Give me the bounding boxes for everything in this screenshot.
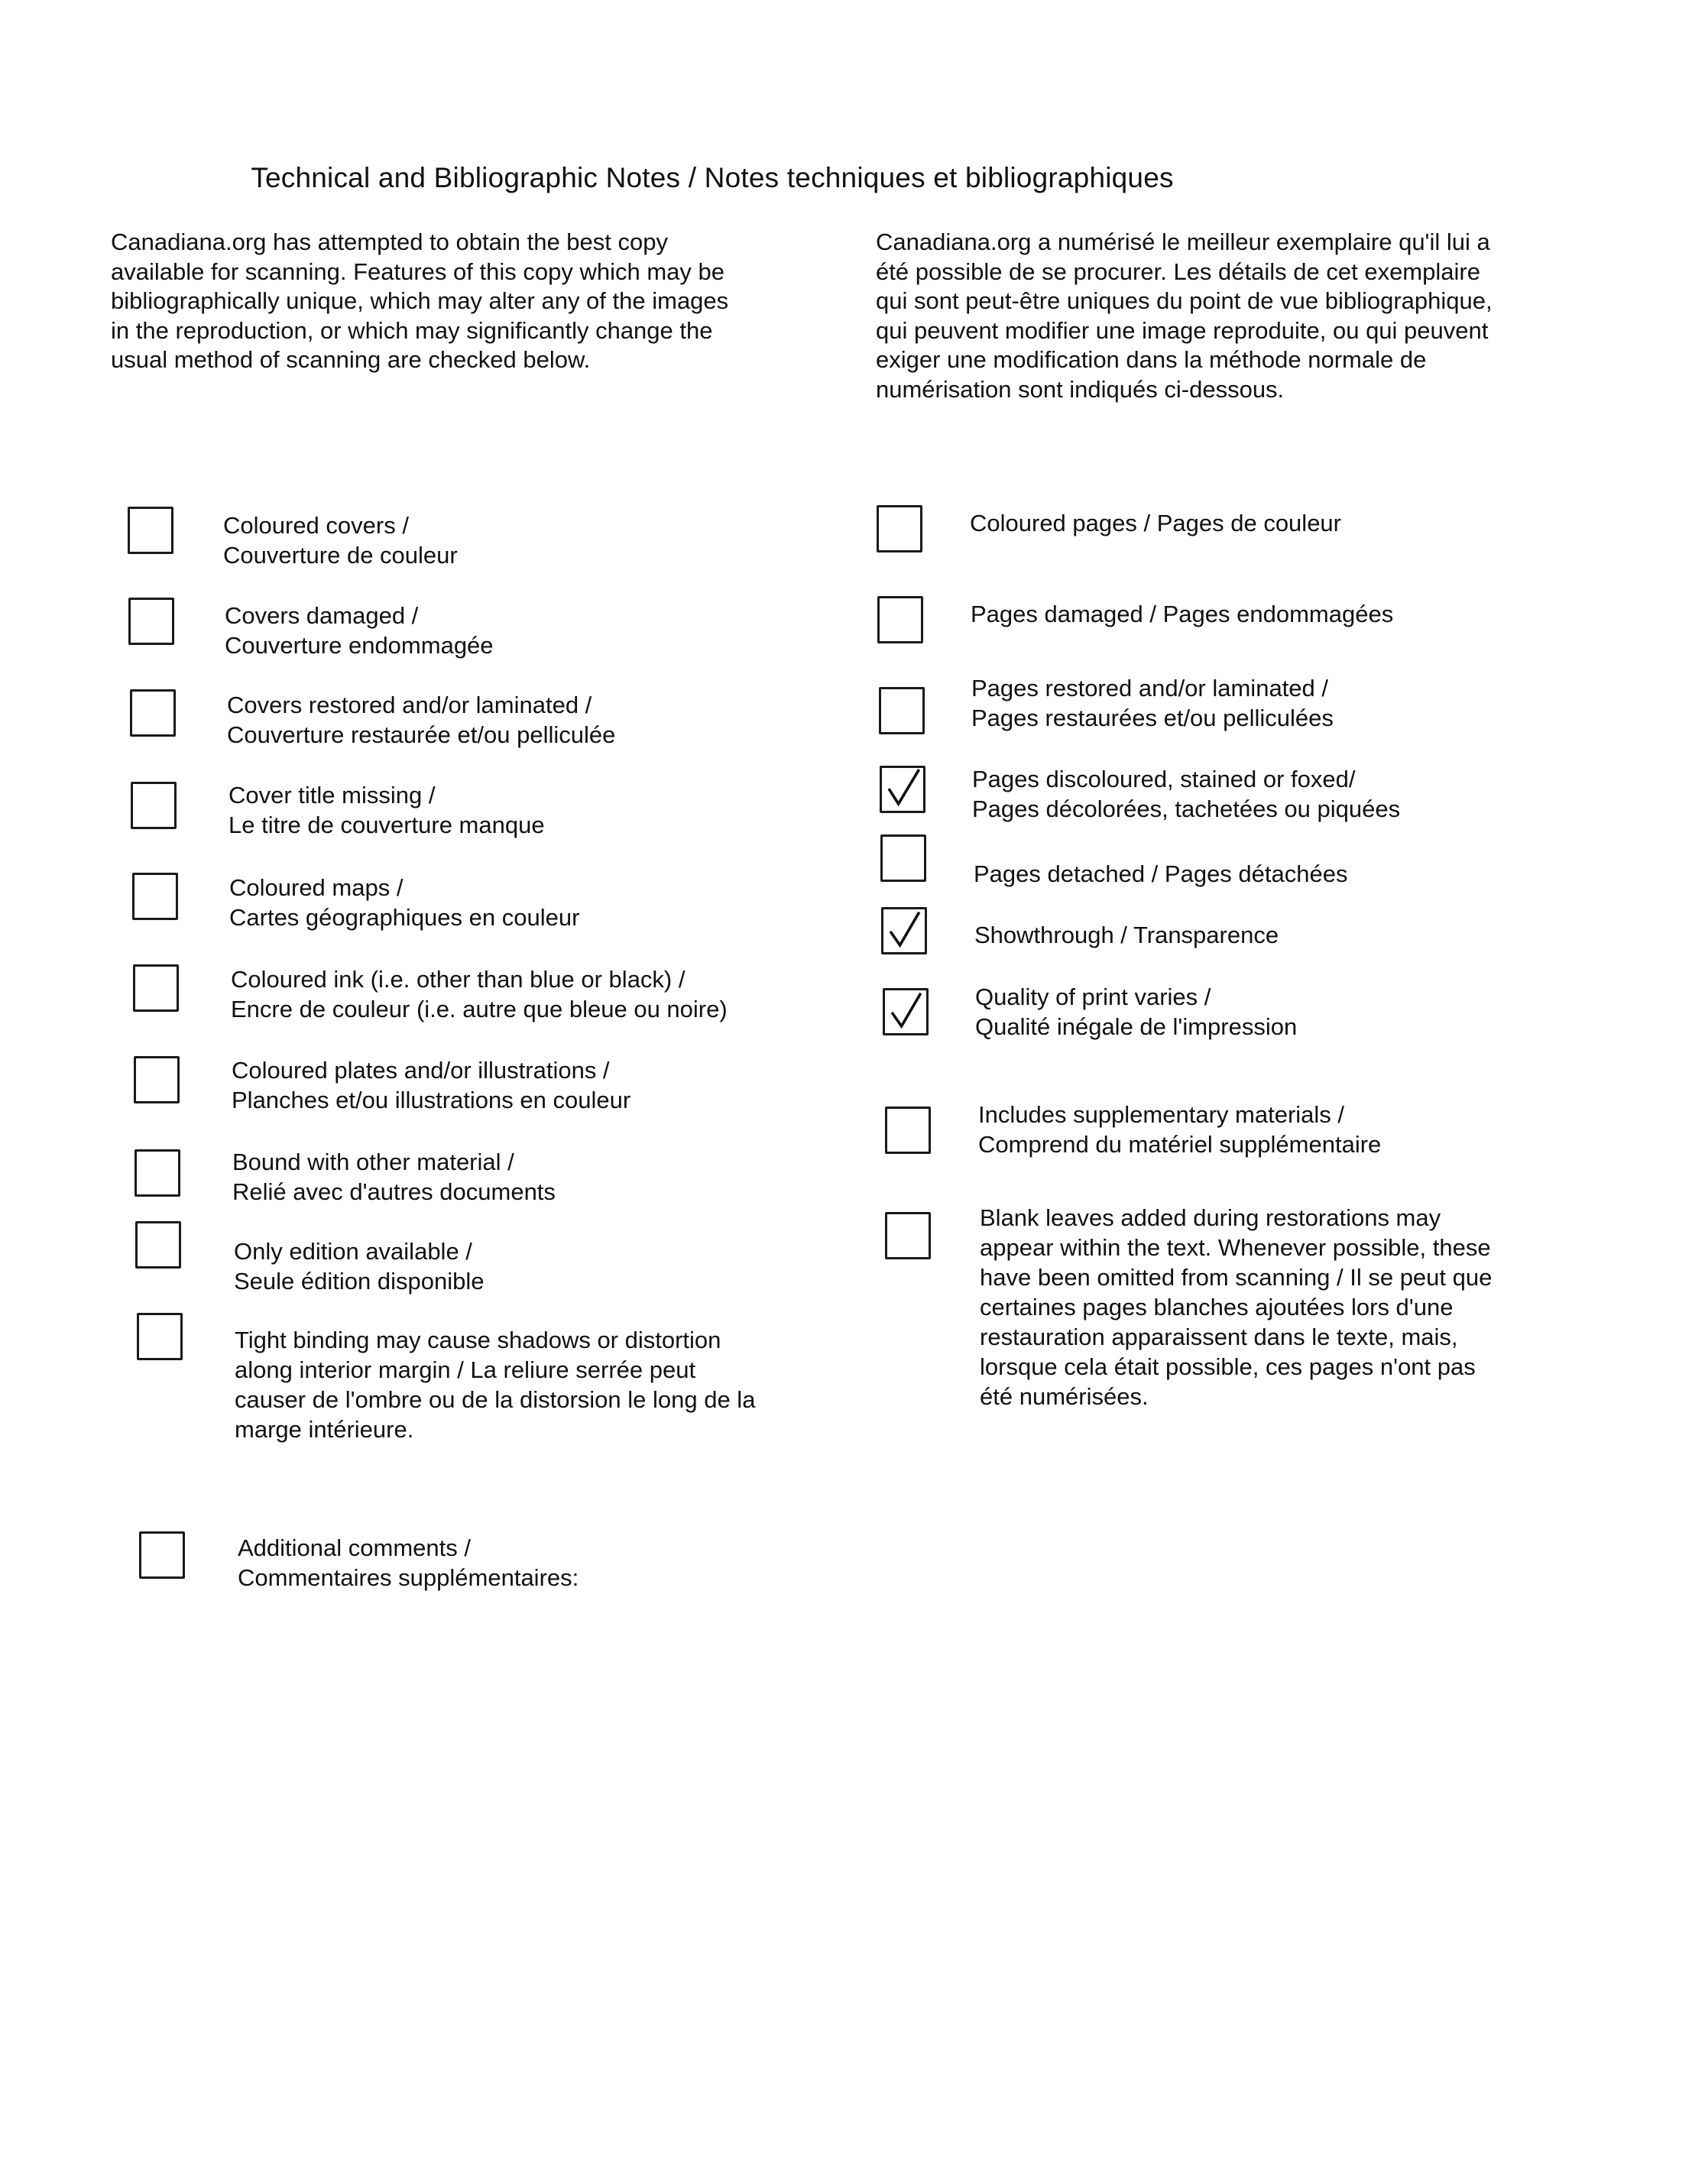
intro-english: Canadiana.org has attempted to obtain the best copy available for scanning. Features of this copy which may be bibliographically unique, which may alter any of the images in the reproduction, or which may significantly change the usual method of scanning are checked below. (111, 228, 729, 373)
item-label: Covers restored and/or laminated / Couverture restaurée et/ou pelliculée (227, 692, 616, 748)
checkbox[interactable] (132, 873, 178, 920)
checkbox[interactable] (883, 988, 929, 1035)
checkbox[interactable] (133, 964, 179, 1012)
item-label: Quality of print varies / Qualité inégale de l'impression (975, 983, 1298, 1040)
item-label: Coloured plates and/or illustrations / Planches et/ou illustrations en couleur (232, 1057, 631, 1113)
item-label: Showthrough / Transparence (974, 922, 1279, 948)
checkbox[interactable] (128, 598, 174, 645)
checkbox[interactable] (131, 782, 177, 829)
checkbox[interactable] (135, 1221, 181, 1269)
checkbox[interactable] (880, 834, 926, 882)
item-label: Bound with other material / Relié avec d'autres documents (232, 1149, 556, 1205)
item-label: Coloured maps / Cartes géographiques en couleur (229, 874, 580, 931)
checkbox[interactable] (880, 766, 925, 813)
item-label: Coloured ink (i.e. other than blue or black) / Encre de couleur (i.e. autre que bleue ou noire) (231, 966, 728, 1022)
item-label: Pages damaged / Pages endommagées (971, 601, 1394, 627)
checkbox[interactable] (139, 1531, 185, 1579)
checkbox[interactable] (130, 689, 176, 737)
checkbox[interactable] (877, 596, 923, 643)
checkbox[interactable] (885, 1212, 931, 1259)
item-label: Cover title missing / Le titre de couverture manque (229, 782, 545, 838)
item-label: Covers damaged / Couverture endommagée (225, 602, 494, 659)
intro-french: Canadiana.org a numérisé le meilleur exemplaire qu'il lui a été possible de se procurer. Les détails de cet exemplaire qui sont peut-être uniques du point de vue bibliographique, qui peuvent modifier une image reproduite, ou qui peuvent exiger une modification dans la méthode normale de numérisation sont indiqués ci-dessous. (876, 228, 1493, 403)
item-label: Coloured pages / Pages de couleur (970, 510, 1341, 536)
item-label: Pages restored and/or laminated / Pages restaurées et/ou pelliculées (971, 675, 1334, 731)
item-label: Blank leaves added during restorations may appear within the text. Whenever possible, these have been omitted from scanning / Il se peut que certaines pages blanches ajoutées lors d'une restauration apparaissent dans le texte, mais, lorsque cela était possible, ces pages n'ont pas été numérisées. (980, 1204, 1493, 1410)
item-label: Pages detached / Pages détachées (974, 860, 1348, 887)
checkmark-icon (892, 993, 921, 1026)
checkbox[interactable] (879, 687, 925, 734)
page-title: Technical and Bibliographic Notes / Notes techniques et bibliographiques (251, 162, 1174, 193)
item-label: Coloured covers / Couverture de couleur (223, 512, 458, 569)
item-label: Pages discoloured, stained or foxed/ Pages décolorées, tachetées ou piquées (972, 766, 1401, 822)
checkbox[interactable] (877, 505, 922, 552)
checkbox[interactable] (885, 1107, 931, 1154)
checkbox[interactable] (137, 1313, 183, 1360)
item-label: Tight binding may cause shadows or distortion along interior margin / La reliure serrée peut causer de l'ombre ou de la distorsion le long de la marge intérieure. (235, 1327, 756, 1443)
checkmark-icon (890, 912, 919, 945)
checkmark-icon (889, 770, 919, 804)
checkbox[interactable] (881, 907, 927, 954)
item-label: Includes supplementary materials / Comprend du matériel supplémentaire (978, 1101, 1382, 1158)
item-label: Only edition available / Seule édition disponible (234, 1238, 485, 1295)
item-label: Additional comments / Commentaires supplémentaires: (238, 1534, 579, 1591)
checkbox[interactable] (128, 507, 173, 554)
checkbox[interactable] (134, 1056, 180, 1103)
checkbox[interactable] (135, 1149, 180, 1197)
